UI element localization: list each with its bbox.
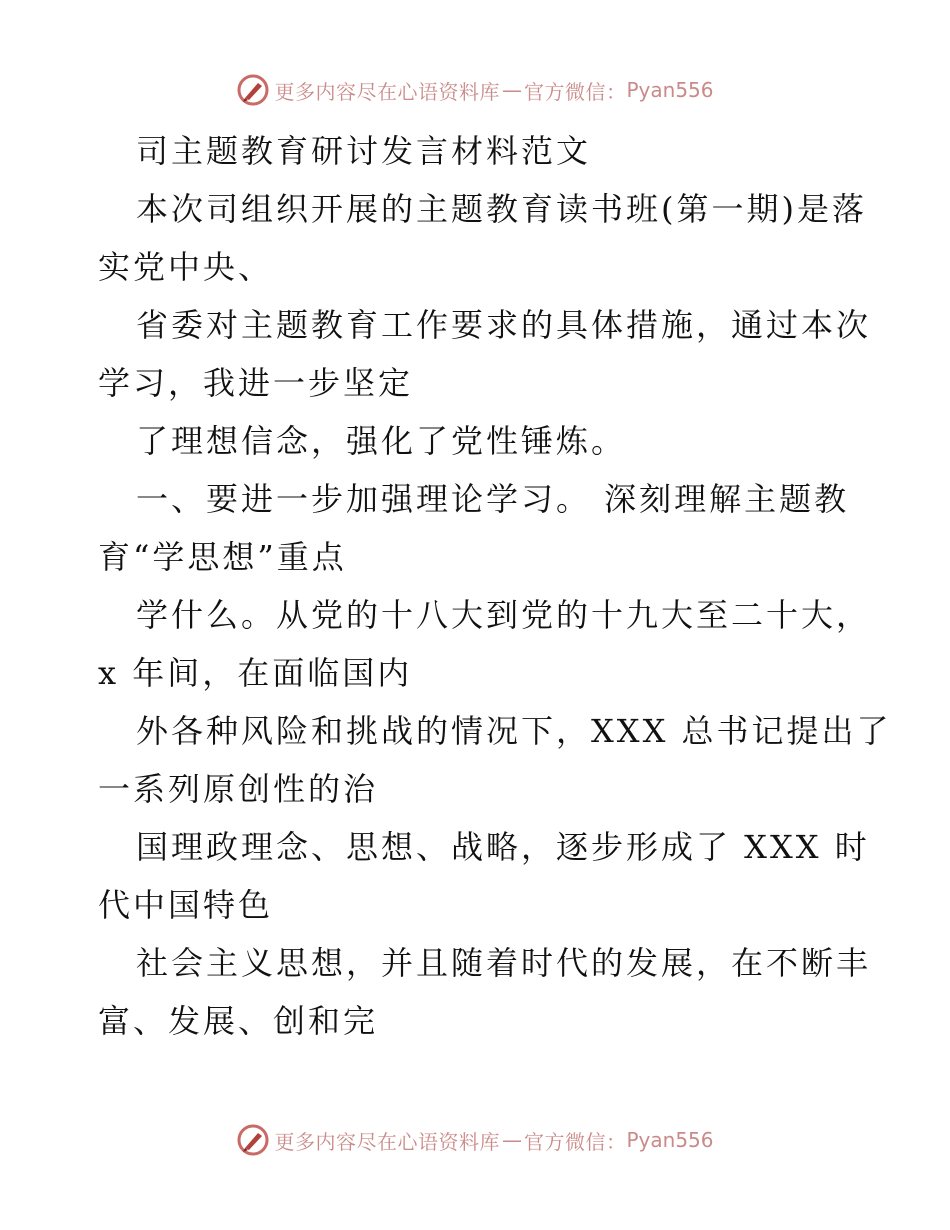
text-line: 学什么。从党的十八大到党的十九大至二十大，: [136, 596, 872, 634]
watermark-label: 官方微信：: [523, 1129, 627, 1154]
pen-logo-icon: [236, 1123, 270, 1157]
text-line: 一、要进一步加强理论学习。 深刻理解主题教: [136, 480, 850, 518]
document-body: [98, 122, 892, 1050]
text-line: 省委对主题教育工作要求的具体措施，通过本次: [136, 306, 872, 344]
watermark-wechat-id: Pyan556: [626, 1128, 714, 1152]
text-line: 一系列原创性的治: [98, 770, 379, 808]
text-line: 司主题教育研讨发言材料范文: [136, 132, 592, 170]
watermark-label: 官方微信：: [523, 79, 627, 104]
header-watermark: [0, 70, 950, 110]
text-line: 育“学思想”重点: [98, 538, 347, 576]
text-line: 国理政理念、思想、战略，逐步形成了 XXX 时: [136, 828, 870, 866]
text-line: 学习，我进一步坚定: [98, 364, 414, 402]
watermark-brand: 更多内容尽在心语资料库: [274, 79, 500, 104]
text-line: 本次司组织开展的主题教育读书班(第一期)是落: [136, 190, 867, 228]
watermark-separator: —: [501, 1128, 522, 1152]
text-line: 富、发展、创和完: [98, 1002, 379, 1040]
pen-logo-icon: [236, 73, 270, 107]
text-line: 实党中央、: [98, 248, 274, 286]
watermark-brand: 更多内容尽在心语资料库: [274, 1129, 500, 1154]
text-line: 外各种风险和挑战的情况下，XXX 总书记提出了: [136, 712, 892, 750]
watermark-separator: —: [501, 78, 522, 102]
text-line: 代中国特色: [98, 886, 274, 924]
text-line: 了理想信念，强化了党性锤炼。: [136, 422, 627, 460]
watermark-wechat-id: Pyan556: [626, 78, 714, 102]
text-line: x 年间，在面临国内: [98, 654, 413, 692]
text-line: 社会主义思想，并且随着时代的发展，在不断丰: [136, 944, 872, 982]
footer-watermark: [0, 1120, 950, 1160]
